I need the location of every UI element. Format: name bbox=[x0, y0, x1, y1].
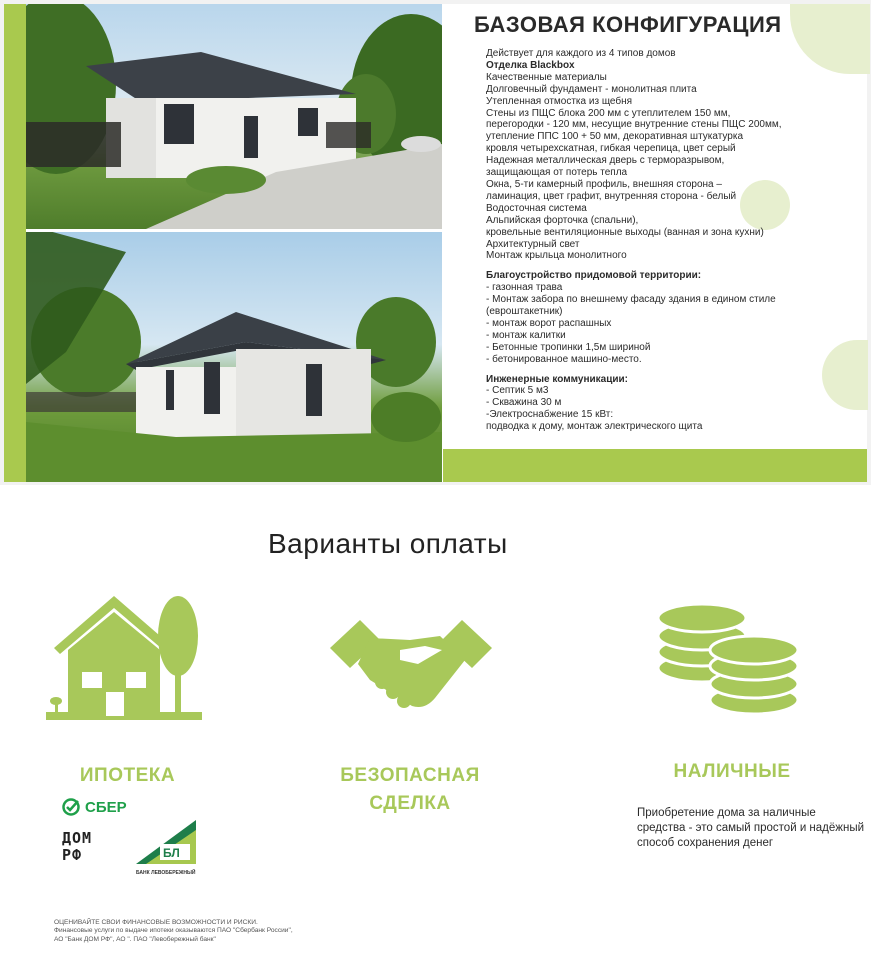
safe-deal-label: БЕЗОПАСНАЯ СДЕЛКА bbox=[340, 765, 480, 814]
config-feature-item: - Скважина 30 м bbox=[486, 397, 562, 409]
config-feature-item: кровля четырехскатная, гибкая черепица, цвет серый bbox=[486, 143, 736, 155]
config-feature-item: защищающая от потерь тепла bbox=[486, 167, 628, 179]
domrf-logo bbox=[62, 830, 92, 864]
domrf-logo-bottom: РФ bbox=[62, 846, 83, 864]
config-feature-item: (евроштакетник) bbox=[486, 306, 563, 318]
payment-options-title: Варианты оплаты bbox=[268, 528, 508, 559]
config-feature-item: Архитектурный свет bbox=[486, 238, 580, 250]
config-feature-item: - монтаж ворот распашных bbox=[486, 317, 612, 329]
config-feature-item: Альпийская форточка (спальни), bbox=[486, 214, 639, 226]
list-spacer bbox=[486, 366, 816, 374]
config-feature-item: Водосточная система bbox=[486, 202, 587, 214]
config-feature-item: - Септик 5 м3 bbox=[486, 385, 549, 397]
config-section-heading: Отделка Blackbox bbox=[486, 59, 575, 71]
levoberezhny-logo-text: БАНК ЛЕВОБЕРЕЖНЫЙ bbox=[136, 870, 196, 876]
config-features-list bbox=[486, 48, 816, 433]
config-feature-item: утепление ППС 100 + 50 мм, декоративная штукатурка bbox=[486, 131, 744, 143]
config-feature-item: Долговечный фундамент - монолитная плита bbox=[486, 83, 697, 95]
sber-logo-text: СБЕР bbox=[85, 798, 127, 816]
config-feature-item: Качественные материалы bbox=[486, 71, 607, 83]
config-feature-item: кровельные вентиляционные выходы (ванная и зона кухни) bbox=[486, 226, 764, 238]
cash-description: Приобретение дома за наличные средства - это самый простой и надёжный способ сохранения денег bbox=[637, 807, 865, 849]
levoberezhny-bank-logo bbox=[136, 820, 200, 876]
config-feature-item: Надежная металлическая дверь с терморазрывом, bbox=[486, 155, 725, 167]
config-feature-item: перегородки - 120 мм, несущие внутренние стены ПЩС 200мм, bbox=[486, 119, 782, 131]
sber-logo bbox=[62, 798, 127, 816]
cash-label: НАЛИЧНЫЕ bbox=[673, 761, 791, 782]
house-render-photo-1 bbox=[26, 4, 442, 229]
levoberezhny-emblem-icon bbox=[136, 820, 198, 864]
mortgage-label: ИПОТЕКА bbox=[79, 765, 176, 786]
house-tree-icon bbox=[46, 596, 202, 722]
sber-check-icon bbox=[62, 798, 80, 816]
config-section-heading: Инженерные коммуникации: bbox=[486, 373, 628, 385]
handshake-icon bbox=[330, 620, 492, 716]
config-feature-item: Утепленная отмостка из щебня bbox=[486, 95, 633, 107]
config-section-heading: Благоустройство придомовой территории: bbox=[486, 270, 702, 282]
house-render-image bbox=[26, 4, 442, 229]
config-feature-item: -Электроснабжение 15 кВт: bbox=[486, 409, 614, 421]
disclaimer-line: ОЦЕНИВАЙТЕ СВОИ ФИНАНСОВЫЕ ВОЗМОЖНОСТИ И РИСКИ. bbox=[54, 919, 258, 926]
house-render-photo-2 bbox=[26, 232, 442, 482]
config-feature-item: - Монтаж забора по внешнему фасаду здания в едином стиле bbox=[486, 294, 776, 306]
house-render-image bbox=[26, 232, 442, 482]
config-feature-item: Действует для каждого из 4 типов домов bbox=[486, 48, 676, 59]
disclaimer bbox=[54, 919, 293, 944]
config-feature-item: - бетонированное машино-место. bbox=[486, 353, 642, 365]
disclaimer-line: Финансовые услуги по выдаче ипотеки оказываются ПАО "Сбербанк России", bbox=[54, 927, 293, 935]
config-feature-item: - монтаж калитки bbox=[486, 329, 566, 341]
accent-stripe bbox=[443, 449, 867, 482]
config-feature-item: Стены из ПЩС блока 200 мм с утеплителем 150 мм, bbox=[486, 107, 731, 119]
config-feature-item: Окна, 5-ти камерный профиль, внешняя сторона – bbox=[486, 178, 722, 190]
list-spacer bbox=[486, 262, 816, 270]
domrf-logo-top: ДОМ bbox=[62, 829, 93, 847]
config-feature-item: ламинация, цвет графит, внутренняя сторона - белый bbox=[486, 190, 737, 202]
config-title: БАЗОВАЯ КОНФИГУРАЦИЯ bbox=[474, 12, 782, 37]
disclaimer-line: АО "Банк ДОМ РФ", АО ". ПАО "Левобережный банк" bbox=[54, 935, 216, 943]
config-feature-item: - Бетонные тропинки 1,5м шириной bbox=[486, 341, 651, 353]
config-feature-item: - газонная трава bbox=[486, 282, 563, 294]
svg-text:БЛ: БЛ bbox=[163, 846, 180, 860]
config-feature-item: подводка к дому, монтаж электрического щита bbox=[486, 421, 703, 433]
coins-icon bbox=[656, 596, 802, 718]
config-feature-item: Монтаж крыльца монолитного bbox=[486, 250, 627, 262]
